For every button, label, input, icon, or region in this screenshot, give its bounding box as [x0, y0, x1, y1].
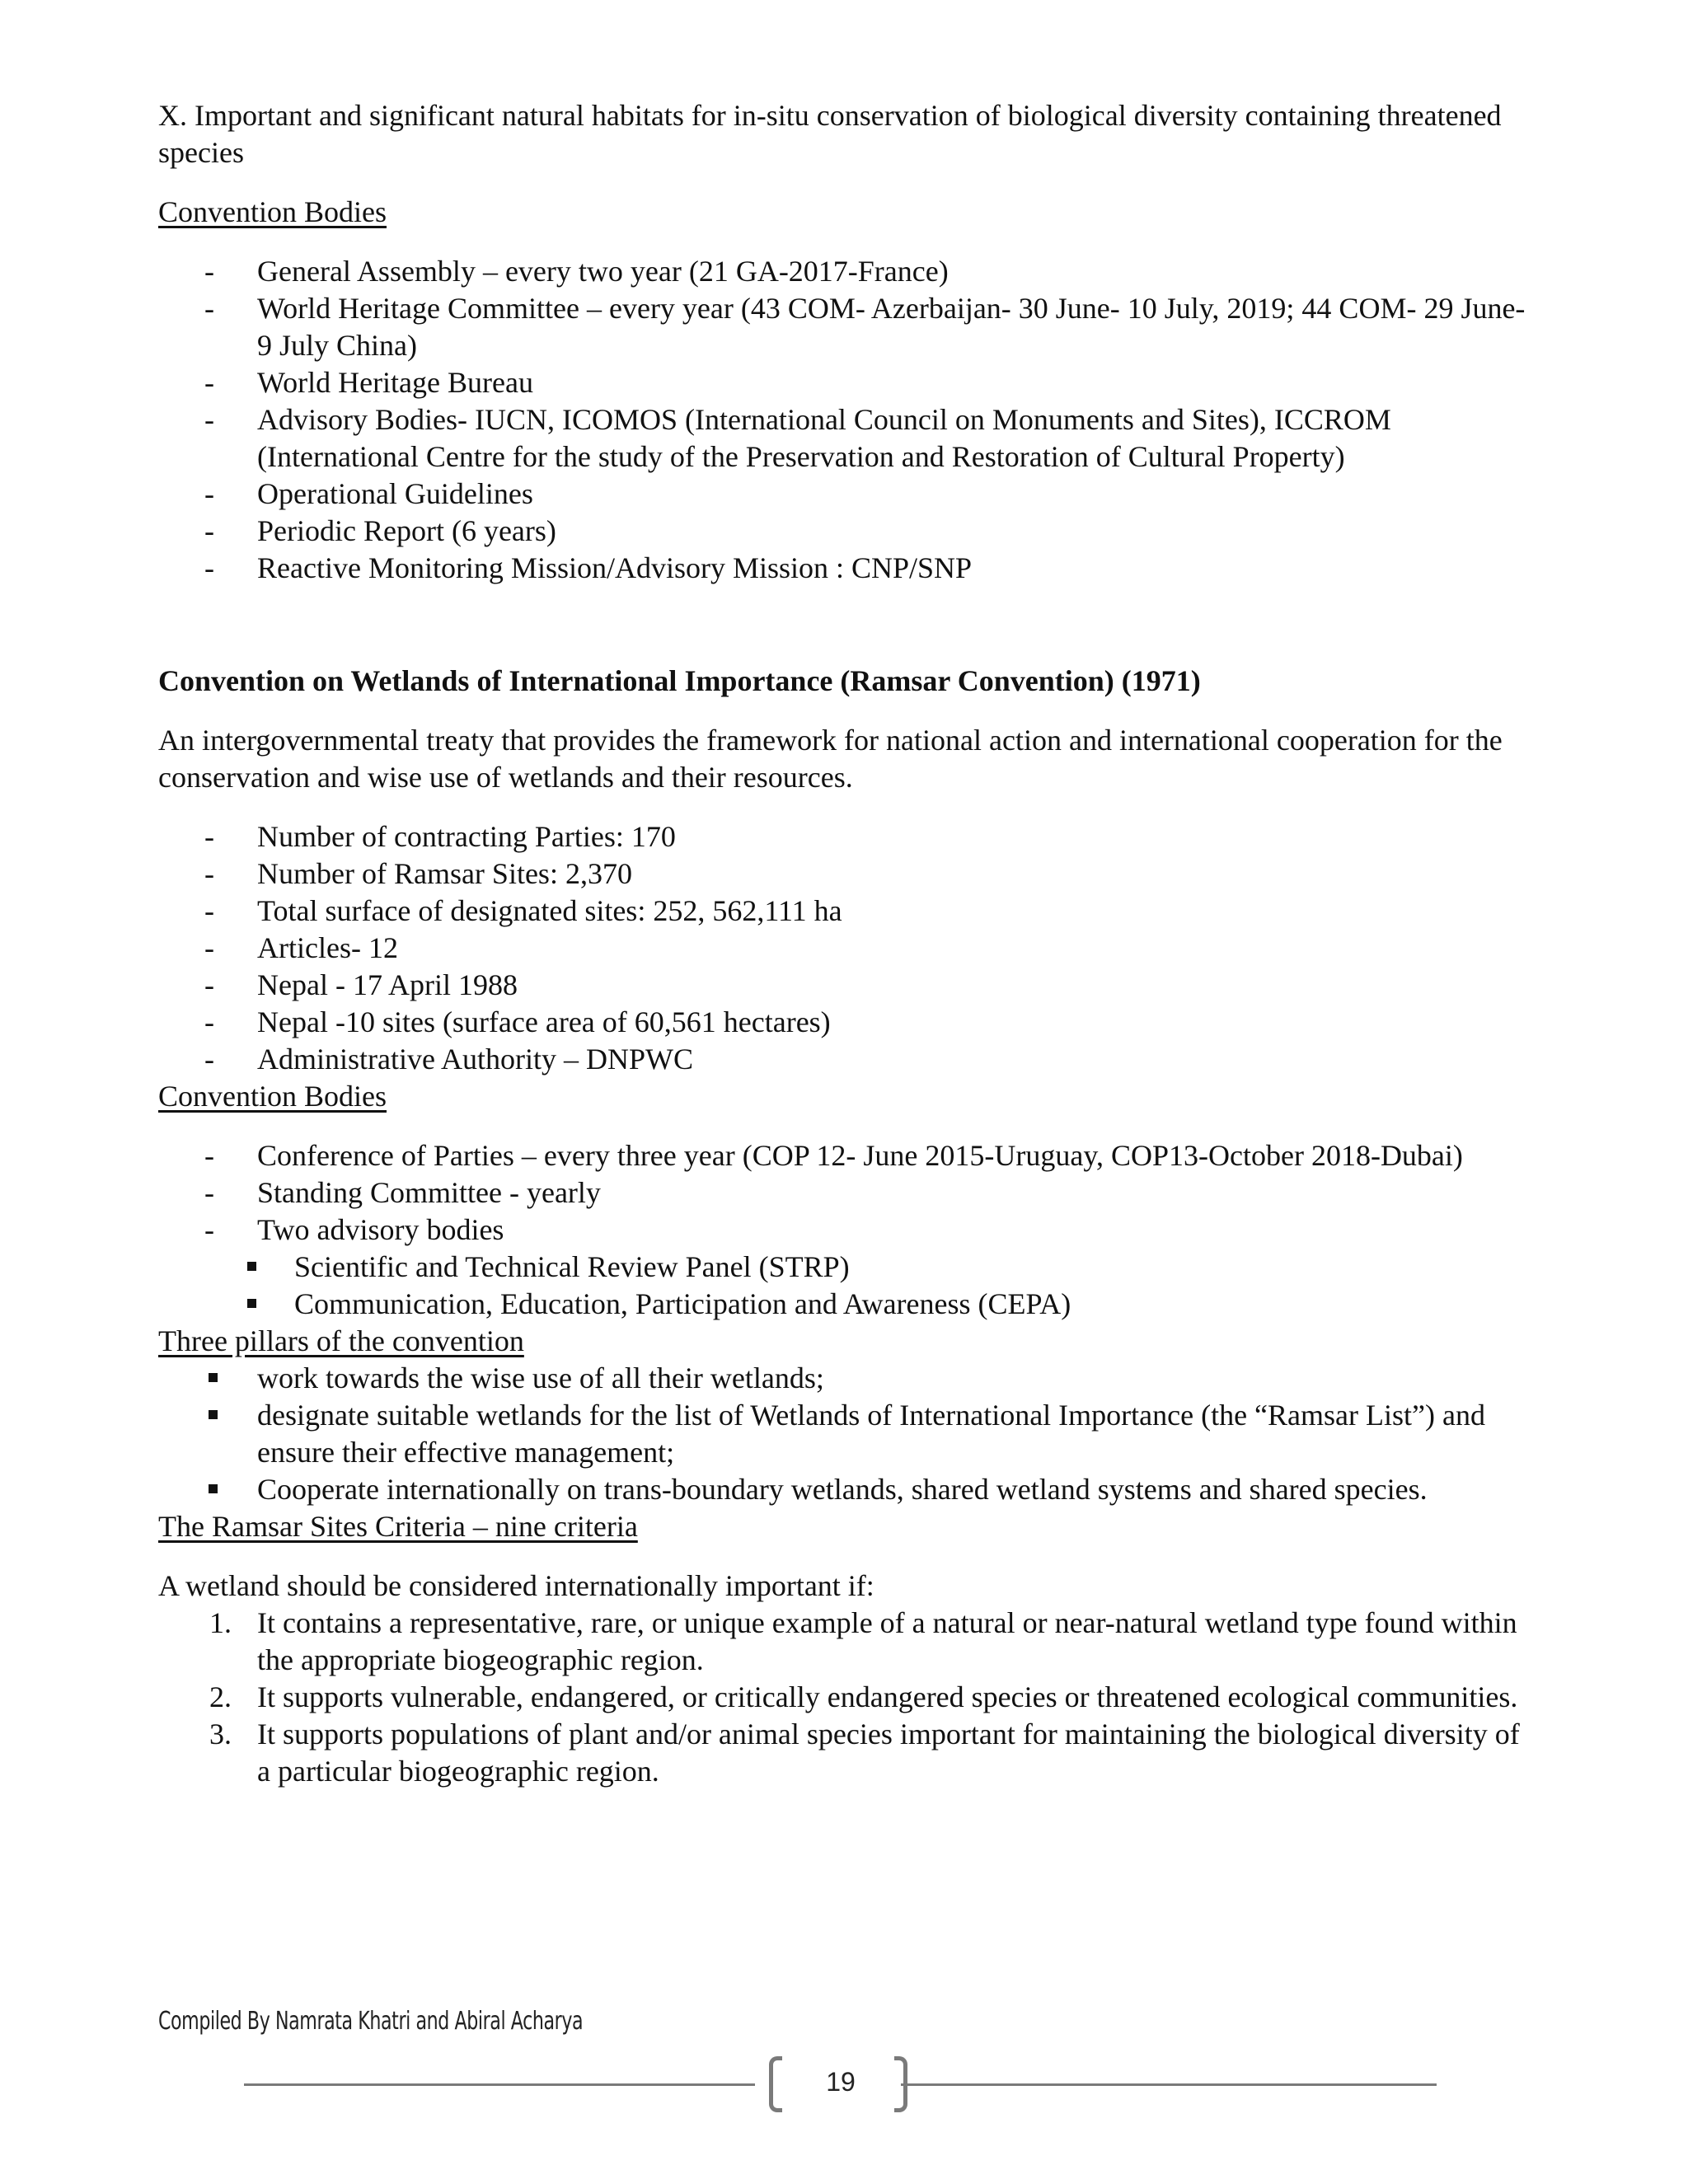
page-number: 19 — [826, 2067, 856, 2097]
list-item: - Two advisory bodies — [204, 1213, 504, 1246]
ramsar-bodies-heading: Convention Bodies — [158, 1080, 387, 1113]
list-item: - Periodic Report (6 years) — [204, 514, 556, 547]
footer-credit: Compiled By Namrata Khatri and Abiral Acharya — [158, 2007, 584, 2036]
pillars-heading: Three pillars of the convention — [158, 1324, 524, 1357]
left-brace-icon — [769, 2056, 782, 2112]
whc-bodies-list — [158, 253, 1533, 587]
list-item: - General Assembly – every two year (21 GA-2017-France) — [204, 255, 949, 288]
list-item: Scientific and Technical Review Panel (STRP) — [158, 1249, 1533, 1286]
list-item: - World Heritage Bureau — [204, 366, 533, 399]
list-item: - Advisory Bodies- IUCN, ICOMOS (International Council on Monuments and Sites), ICCROM (International Centre for the study of the Preservation and Restoration of Cultural Property) — [204, 403, 1391, 473]
list-item: - Number of Ramsar Sites: 2,370 — [204, 857, 632, 890]
advisory-bodies-sublist — [158, 1249, 1533, 1323]
ramsar-bodies-list — [158, 1137, 1533, 1249]
whc-bodies-heading: Convention Bodies — [158, 195, 387, 228]
list-item: - Conference of Parties – every three year (COP 12- June 2015-Uruguay, COP13-October 2018-Dubai) — [204, 1139, 1463, 1172]
list-item: Cooperate internationally on trans-boundary wetlands, shared wetland systems and shared species. — [158, 1471, 1533, 1508]
list-item: - Articles- 12 — [204, 931, 398, 964]
footer-rule-left — [244, 2083, 755, 2086]
document-page — [158, 97, 1533, 1790]
list-item: - Nepal -10 sites (surface area of 60,561 hectares) — [204, 1005, 831, 1038]
list-item: 2. It supports vulnerable, endangered, or critically endangered species or threatened ecological communities. — [209, 1680, 1518, 1713]
list-item: 3. It supports populations of plant and/or animal species important for maintaining the biological diversity of a particular biogeographic region. — [209, 1718, 1520, 1788]
footer-rule-right — [901, 2083, 1437, 2086]
list-item: - Operational Guidelines — [204, 477, 533, 510]
list-item: designate suitable wetlands for the list of Wetlands of International Importance (the “Ramsar List”) and ensure their effective management; — [158, 1397, 1533, 1471]
square-bullet-icon — [247, 1262, 256, 1271]
square-bullet-icon — [247, 1299, 256, 1308]
pillars-list — [158, 1360, 1533, 1508]
list-item: - Number of contracting Parties: 170 — [204, 820, 676, 853]
square-bullet-icon — [209, 1484, 218, 1493]
criteria-lead: A wetland should be considered internationally important if: — [158, 1569, 874, 1602]
square-bullet-icon — [209, 1410, 218, 1419]
ramsar-description: An intergovernmental treaty that provides the framework for national action and international cooperation for the conservation and wise use of wetlands and their resources. — [158, 724, 1503, 794]
list-item: - Standing Committee - yearly — [204, 1176, 601, 1209]
list-item: - Administrative Authority – DNPWC — [204, 1043, 693, 1076]
list-item: - Reactive Monitoring Mission/Advisory Mission : CNP/SNP — [204, 551, 973, 584]
list-item: - Nepal - 17 April 1988 — [204, 968, 518, 1001]
list-item: work towards the wise use of all their wetlands; — [158, 1360, 1533, 1397]
list-item: Communication, Education, Participation and Awareness (CEPA) — [158, 1286, 1533, 1323]
ramsar-facts-list — [158, 818, 1533, 1078]
intro-paragraph: X. Important and significant natural habitats for in-situ conservation of biological diversity containing threatened species — [158, 99, 1502, 169]
ramsar-title: Convention on Wetlands of International Importance (Ramsar Convention) (1971) — [158, 664, 1201, 697]
list-item: - World Heritage Committee – every year (43 COM- Azerbaijan- 30 June- 10 July, 2019; 44 COM- 29 June-9 July China) — [204, 292, 1526, 362]
list-item: - Total surface of designated sites: 252, 562,111 ha — [204, 894, 842, 927]
list-item: 1. It contains a representative, rare, or unique example of a natural or near-natural wetland type found within the appropriate biogeographic region. — [209, 1606, 1517, 1676]
criteria-heading: The Ramsar Sites Criteria – nine criteria — [158, 1510, 638, 1543]
square-bullet-icon — [209, 1373, 218, 1382]
criteria-list — [158, 1605, 1533, 1790]
